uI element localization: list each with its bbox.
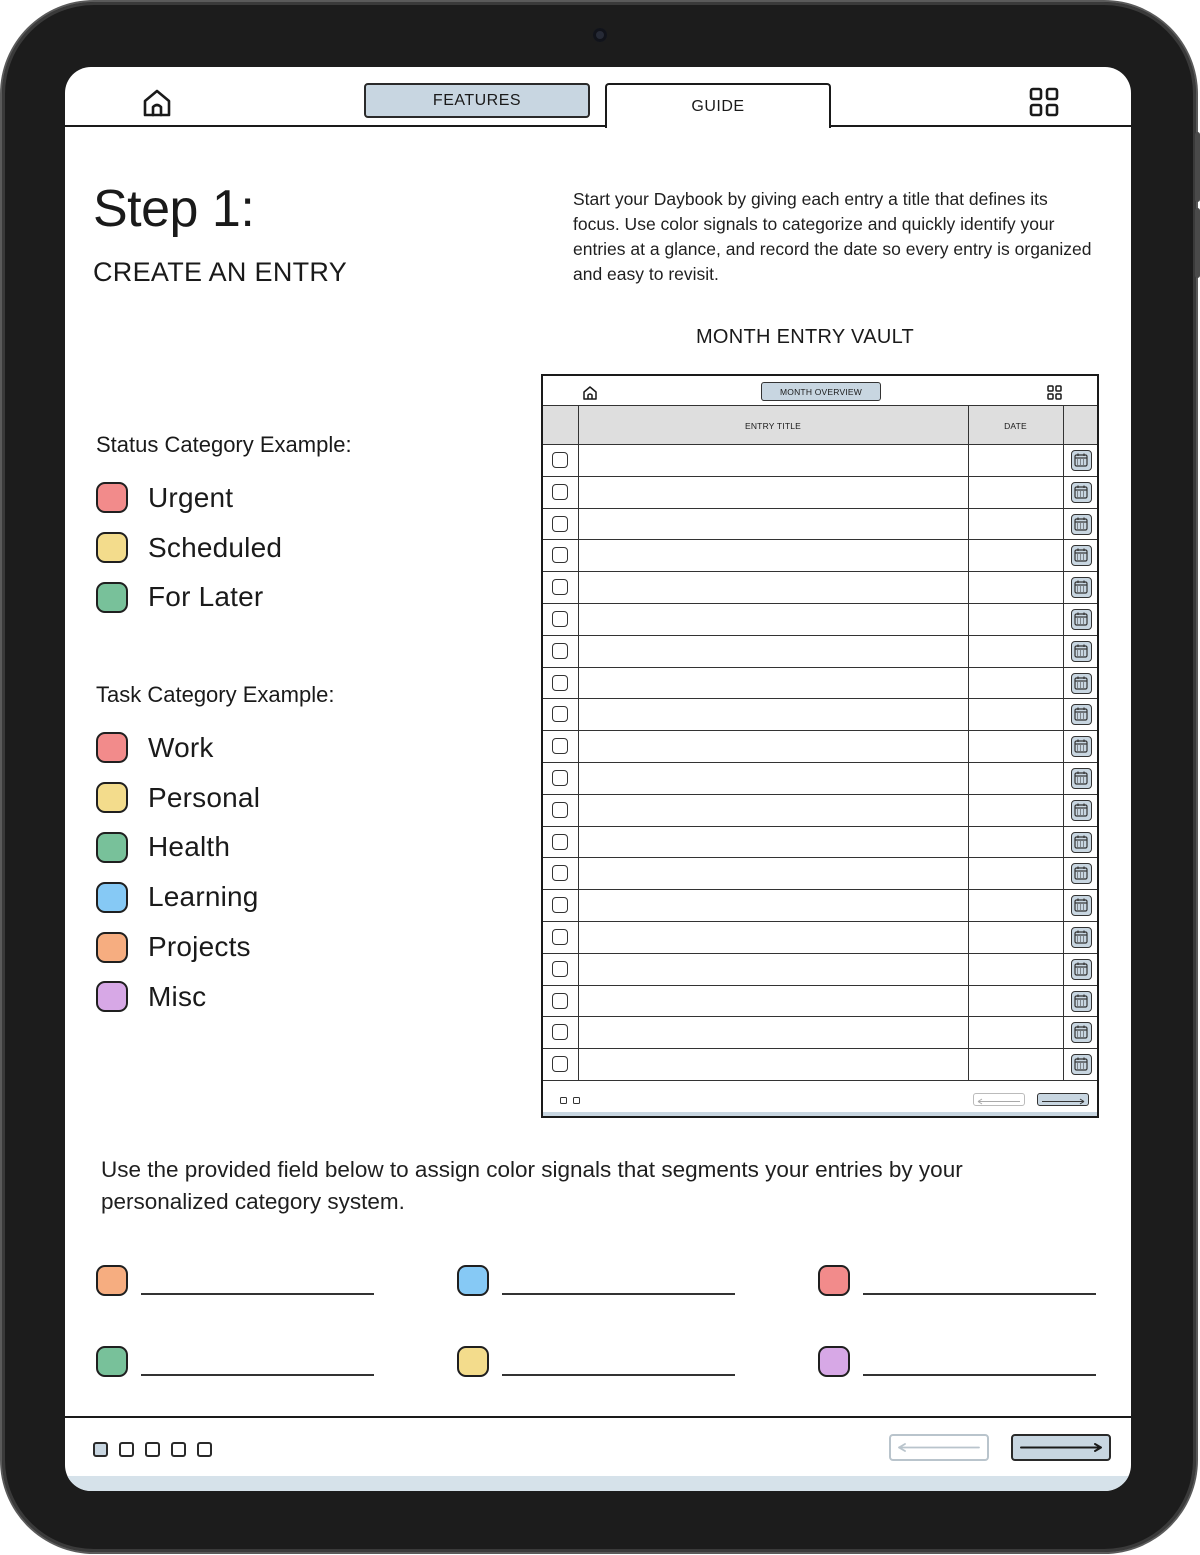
vault-preview xyxy=(541,374,1099,1118)
task-category-heading: Task Category Example: xyxy=(96,682,335,707)
task-category-label: Projects xyxy=(148,931,251,963)
table-row xyxy=(543,477,1097,509)
row-checkbox xyxy=(552,897,568,913)
row-checkbox xyxy=(552,579,568,595)
task-category-label: Misc xyxy=(148,980,207,1012)
table-row xyxy=(543,636,1097,668)
column-divider xyxy=(1063,406,1064,1081)
prev-page-button[interactable] xyxy=(889,1434,989,1461)
color-swatch[interactable] xyxy=(818,1265,850,1296)
table-row xyxy=(543,890,1097,922)
color-swatch xyxy=(96,782,128,813)
vault-footer xyxy=(543,1080,1097,1116)
page-dot xyxy=(573,1097,580,1104)
task-category-item xyxy=(96,773,260,823)
task-category-item xyxy=(96,972,260,1022)
status-category-item xyxy=(96,473,282,523)
calendar-icon xyxy=(1071,895,1092,916)
calendar-icon xyxy=(1071,991,1092,1012)
vault-title: MONTH ENTRY VAULT xyxy=(695,326,915,348)
task-category-item xyxy=(96,922,260,972)
page-dot[interactable] xyxy=(93,1442,108,1457)
status-category-list xyxy=(96,473,282,622)
category-field[interactable] xyxy=(96,1263,374,1297)
top-nav xyxy=(65,67,1131,127)
page-dot[interactable] xyxy=(171,1442,186,1457)
category-name-line[interactable] xyxy=(141,1374,374,1376)
table-row xyxy=(543,763,1097,795)
calendar-icon xyxy=(1071,514,1092,535)
page-dot xyxy=(560,1097,567,1104)
arrow-right-icon xyxy=(1038,1096,1088,1107)
next-button xyxy=(1037,1093,1089,1106)
calendar-icon xyxy=(1071,863,1092,884)
row-checkbox xyxy=(552,516,568,532)
task-category-label: Learning xyxy=(148,881,259,913)
color-swatch xyxy=(96,582,128,613)
row-checkbox xyxy=(552,929,568,945)
table-row xyxy=(543,922,1097,954)
category-field[interactable] xyxy=(818,1263,1096,1297)
page-dot[interactable] xyxy=(197,1442,212,1457)
color-swatch xyxy=(96,932,128,963)
screen xyxy=(65,67,1131,1491)
table-row xyxy=(543,572,1097,604)
row-checkbox xyxy=(552,802,568,818)
table-row xyxy=(543,445,1097,477)
status-category-label: Scheduled xyxy=(148,531,283,563)
category-name-line[interactable] xyxy=(502,1293,735,1295)
calendar-icon xyxy=(1071,482,1092,503)
grid-icon xyxy=(1047,385,1062,400)
color-swatch[interactable] xyxy=(457,1265,489,1296)
color-swatch[interactable] xyxy=(818,1346,850,1377)
arrow-right-icon xyxy=(1013,1436,1109,1459)
row-checkbox xyxy=(552,484,568,500)
category-name-line[interactable] xyxy=(863,1293,1096,1295)
calendar-icon xyxy=(1071,641,1092,662)
color-swatch xyxy=(96,832,128,863)
color-swatch[interactable] xyxy=(96,1265,128,1296)
status-category-item xyxy=(96,573,282,623)
calendar-icon xyxy=(1071,673,1092,694)
color-swatch[interactable] xyxy=(457,1346,489,1377)
row-checkbox xyxy=(552,611,568,627)
row-checkbox xyxy=(552,452,568,468)
page-dot[interactable] xyxy=(119,1442,134,1457)
row-checkbox xyxy=(552,547,568,563)
column-entry-title: ENTRY TITLE xyxy=(744,420,802,431)
column-divider xyxy=(578,406,579,1081)
volume-button xyxy=(1195,208,1200,278)
tab-features[interactable]: FEATURES xyxy=(364,83,590,118)
task-category-label: Health xyxy=(148,831,231,863)
tab-guide[interactable]: GUIDE xyxy=(605,83,831,128)
column-divider xyxy=(968,406,969,1081)
status-category-item xyxy=(96,523,282,573)
table-row xyxy=(543,668,1097,700)
home-icon xyxy=(582,385,598,401)
page-title: Step 1: xyxy=(93,180,255,238)
task-category-label: Personal xyxy=(148,781,261,813)
calendar-icon xyxy=(1071,577,1092,598)
color-swatch[interactable] xyxy=(96,1346,128,1377)
table-row xyxy=(543,986,1097,1018)
category-name-line[interactable] xyxy=(141,1293,374,1295)
home-icon[interactable] xyxy=(141,87,173,119)
assign-instructions: Use the provided field below to assign color signals that segments your entries by your personalized category system. xyxy=(101,1157,963,1214)
category-field[interactable] xyxy=(96,1344,374,1378)
category-field[interactable] xyxy=(818,1344,1096,1378)
category-name-line[interactable] xyxy=(863,1374,1096,1376)
status-category-label: Urgent xyxy=(148,481,234,513)
intro-text: Start your Daybook by giving each entry a title that defines its focus. Use color signals to categorize and quickly identify your entries at a glance, and record the date so every entry is organized and easy to revisit. xyxy=(573,189,1092,284)
grid-icon[interactable] xyxy=(1029,87,1059,117)
status-category-label: For Later xyxy=(148,581,264,613)
row-checkbox xyxy=(552,1024,568,1040)
table-row xyxy=(543,509,1097,541)
bottom-strip xyxy=(65,1476,1131,1491)
vault-table-body xyxy=(543,445,1097,1081)
status-category-heading: Status Category Example: xyxy=(96,432,352,457)
row-checkbox xyxy=(552,643,568,659)
row-checkbox xyxy=(552,865,568,881)
table-row xyxy=(543,827,1097,859)
arrow-left-icon xyxy=(974,1096,1024,1107)
category-name-line[interactable] xyxy=(502,1374,735,1376)
next-page-button[interactable] xyxy=(1011,1434,1111,1461)
page-subtitle: CREATE AN ENTRY xyxy=(93,257,348,287)
page-dot[interactable] xyxy=(145,1442,160,1457)
vault-tab-month-overview: MONTH OVERVIEW xyxy=(761,382,881,401)
calendar-icon xyxy=(1071,450,1092,471)
table-row xyxy=(543,731,1097,763)
vault-bottom-strip xyxy=(543,1112,1097,1116)
prev-button xyxy=(973,1093,1025,1106)
color-swatch xyxy=(96,482,128,513)
row-checkbox xyxy=(552,961,568,977)
category-field[interactable] xyxy=(457,1344,735,1378)
volume-button xyxy=(1195,132,1200,202)
arrow-left-icon xyxy=(891,1436,987,1459)
calendar-icon xyxy=(1071,1054,1092,1075)
table-row xyxy=(543,699,1097,731)
row-checkbox xyxy=(552,675,568,691)
calendar-icon xyxy=(1071,1022,1092,1043)
task-category-item xyxy=(96,823,260,873)
task-category-item xyxy=(96,723,260,773)
table-row xyxy=(543,604,1097,636)
row-checkbox xyxy=(552,993,568,1009)
color-swatch xyxy=(96,882,128,913)
category-field[interactable] xyxy=(457,1263,735,1297)
row-checkbox xyxy=(552,770,568,786)
row-checkbox xyxy=(552,706,568,722)
calendar-icon xyxy=(1071,959,1092,980)
row-checkbox xyxy=(552,834,568,850)
calendar-icon xyxy=(1071,927,1092,948)
calendar-icon xyxy=(1071,800,1092,821)
color-swatch xyxy=(96,981,128,1012)
calendar-icon xyxy=(1071,736,1092,757)
task-category-label: Work xyxy=(148,731,214,763)
vault-table-header xyxy=(543,406,1097,445)
row-checkbox xyxy=(552,738,568,754)
color-swatch xyxy=(96,732,128,763)
table-row xyxy=(543,795,1097,827)
table-row xyxy=(543,954,1097,986)
task-category-list xyxy=(96,723,260,1022)
row-checkbox xyxy=(552,1056,568,1072)
vault-nav xyxy=(543,376,1097,406)
camera xyxy=(593,28,607,42)
calendar-icon xyxy=(1071,545,1092,566)
calendar-icon xyxy=(1071,832,1092,853)
table-row xyxy=(543,858,1097,890)
task-category-item xyxy=(96,872,260,922)
calendar-icon xyxy=(1071,768,1092,789)
column-date: DATE xyxy=(1004,420,1027,431)
table-row xyxy=(543,540,1097,572)
calendar-icon xyxy=(1071,609,1092,630)
calendar-icon xyxy=(1071,704,1092,725)
table-row xyxy=(543,1017,1097,1049)
table-row xyxy=(543,1049,1097,1081)
color-swatch xyxy=(96,532,128,563)
